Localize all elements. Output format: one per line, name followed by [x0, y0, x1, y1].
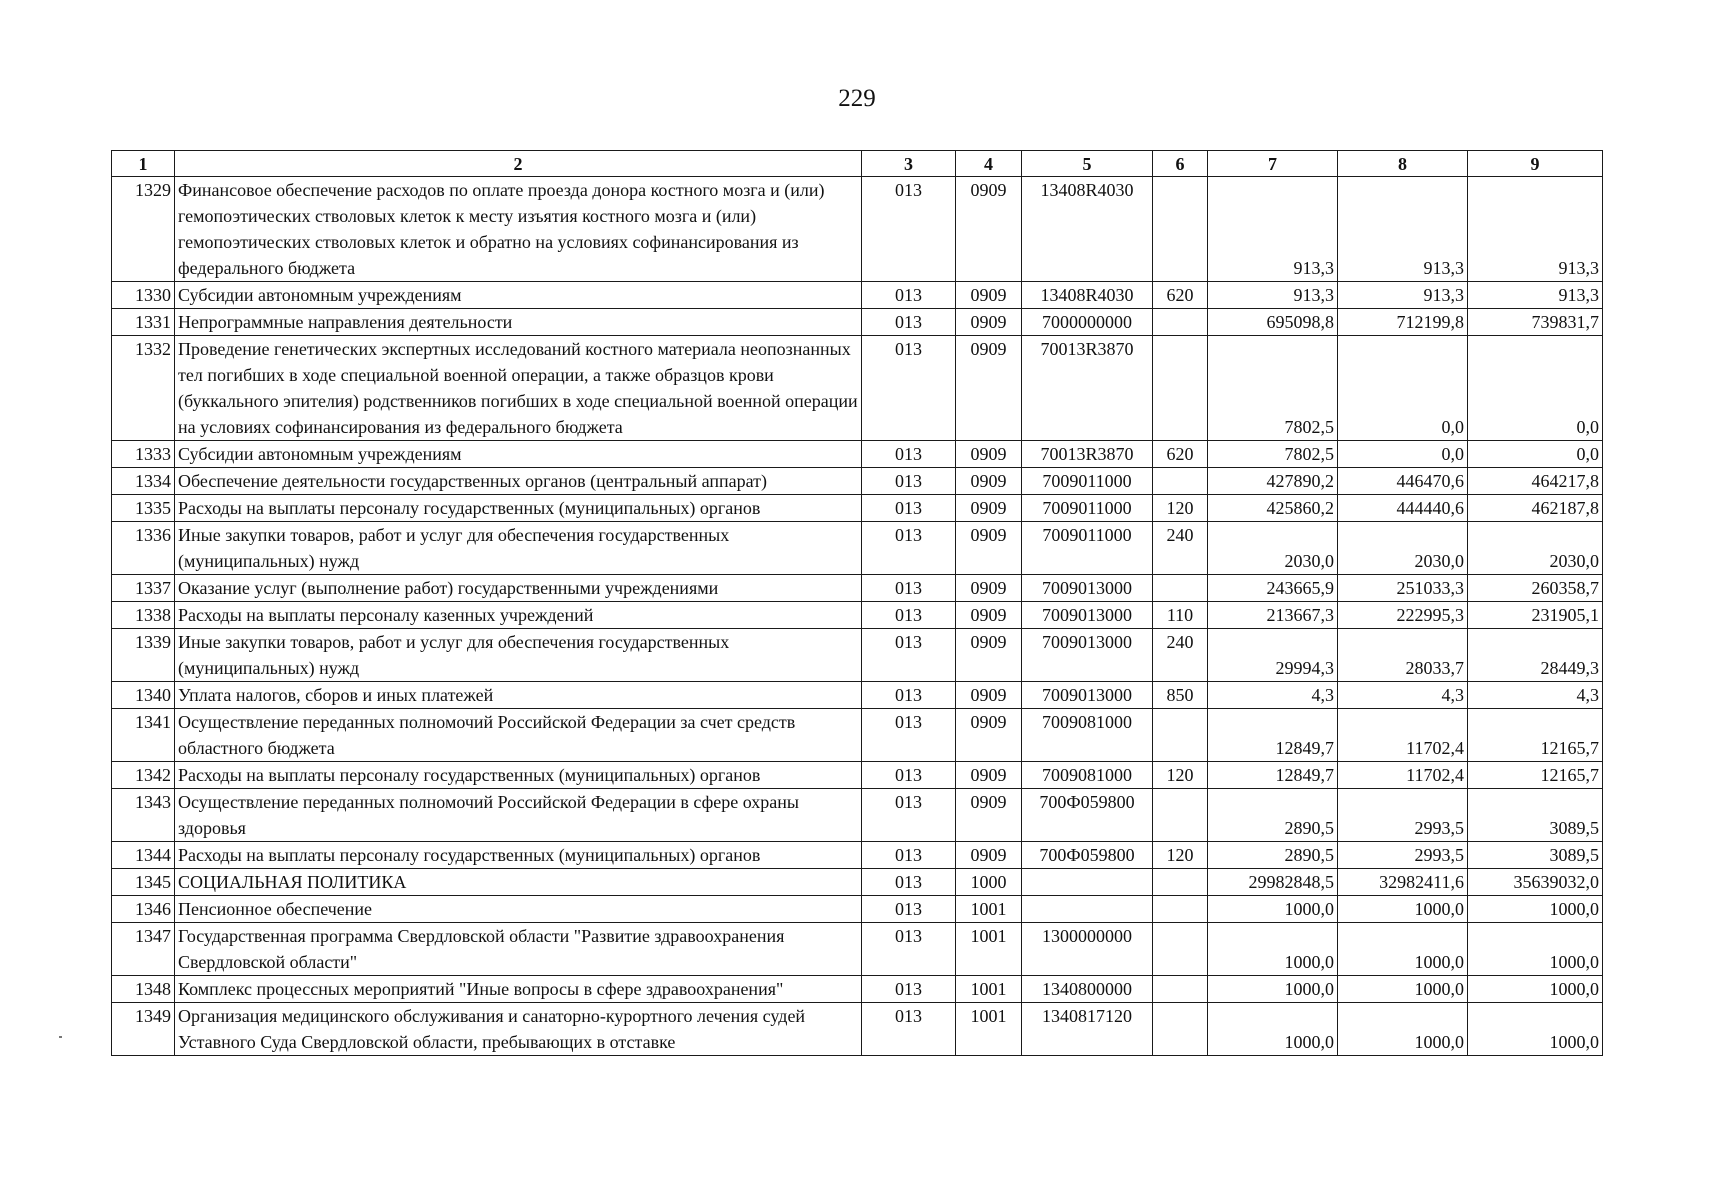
row-description: Уплата налогов, сборов и иных платежей: [175, 682, 862, 709]
row-code-3: 013: [862, 575, 956, 602]
row-code-3: 013: [862, 495, 956, 522]
row-code-6: [1153, 923, 1208, 976]
row-code-5: 1340800000: [1022, 976, 1153, 1003]
row-amount-7: 425860,2: [1208, 495, 1338, 522]
row-description: Расходы на выплаты персоналу казенных учреждений: [175, 602, 862, 629]
table-row: [112, 1003, 1603, 1056]
row-amount-8: 32982411,6: [1338, 869, 1468, 896]
row-code-6: [1153, 177, 1208, 282]
row-code-3: 013: [862, 682, 956, 709]
row-code-6: [1153, 575, 1208, 602]
row-code-6: [1153, 1003, 1208, 1056]
row-description: Организация медицинского обслуживания и санаторно-курортного лечения судей Уставного Суда Свердловской области, пребывающих в отставке: [175, 1003, 862, 1056]
row-code-6: 120: [1153, 842, 1208, 869]
row-amount-8: 1000,0: [1338, 1003, 1468, 1056]
row-description: Пенсионное обеспечение: [175, 896, 862, 923]
row-code-4: 1001: [956, 976, 1022, 1003]
row-code-3: 013: [862, 896, 956, 923]
row-code-5: [1022, 896, 1153, 923]
row-code-5: 13408R4030: [1022, 177, 1153, 282]
row-code-4: 0909: [956, 177, 1022, 282]
row-code-3: 013: [862, 177, 956, 282]
row-description: Финансовое обеспечение расходов по оплате проезда донора костного мозга и (или) гемопоэтических стволовых клеток к месту изъятия костного мозга и (или) гемопоэтических стволовых клеток и обратно на условиях софинансирования из федерального бюджета: [175, 177, 862, 282]
row-code-5: 7009011000: [1022, 468, 1153, 495]
table-row: [112, 709, 1603, 762]
row-amount-9: 35639032,0: [1468, 869, 1603, 896]
row-code-3: 013: [862, 789, 956, 842]
row-number: 1335: [112, 495, 175, 522]
row-number: 1331: [112, 309, 175, 336]
row-description: Иные закупки товаров, работ и услуг для обеспечения государственных (муниципальных) нужд: [175, 522, 862, 575]
row-code-3: 013: [862, 522, 956, 575]
column-header: 7: [1208, 151, 1338, 177]
row-code-3: 013: [862, 602, 956, 629]
table-row: [112, 896, 1603, 923]
row-amount-9: 260358,7: [1468, 575, 1603, 602]
row-description: Проведение генетических экспертных исследований костного материала неопознанных тел погибших в ходе специальной военной операции, а также образцов крови (буккального эпителия) родственников погибших в ходе специальной военной операции на условиях софинансирования из федерального бюджета: [175, 336, 862, 441]
row-number: 1340: [112, 682, 175, 709]
row-amount-8: 11702,4: [1338, 709, 1468, 762]
row-code-6: [1153, 869, 1208, 896]
column-header: 1: [112, 151, 175, 177]
row-description: Комплекс процессных мероприятий "Иные вопросы в сфере здравоохранения": [175, 976, 862, 1003]
row-amount-8: 913,3: [1338, 177, 1468, 282]
row-description: СОЦИАЛЬНАЯ ПОЛИТИКА: [175, 869, 862, 896]
row-amount-8: 2030,0: [1338, 522, 1468, 575]
table-row: [112, 842, 1603, 869]
table-row: [112, 869, 1603, 896]
row-amount-9: 12165,7: [1468, 709, 1603, 762]
row-amount-7: 1000,0: [1208, 896, 1338, 923]
row-amount-9: 0,0: [1468, 336, 1603, 441]
table-row: [112, 282, 1603, 309]
page-number: 229: [838, 85, 876, 112]
row-code-5: 700Ф059800: [1022, 789, 1153, 842]
table-row: [112, 177, 1603, 282]
row-amount-7: 7802,5: [1208, 336, 1338, 441]
row-amount-9: 28449,3: [1468, 629, 1603, 682]
row-amount-8: 0,0: [1338, 336, 1468, 441]
row-amount-9: 1000,0: [1468, 896, 1603, 923]
row-amount-8: 251033,3: [1338, 575, 1468, 602]
row-code-4: 0909: [956, 336, 1022, 441]
row-amount-9: 1000,0: [1468, 1003, 1603, 1056]
column-header: 2: [175, 151, 862, 177]
row-code-5: 7009011000: [1022, 522, 1153, 575]
table-header: [112, 151, 1603, 177]
row-number: 1341: [112, 709, 175, 762]
row-amount-7: 7802,5: [1208, 441, 1338, 468]
row-amount-9: 1000,0: [1468, 923, 1603, 976]
table-row: [112, 575, 1603, 602]
row-amount-8: 444440,6: [1338, 495, 1468, 522]
row-number: 1344: [112, 842, 175, 869]
row-code-5: 7009013000: [1022, 629, 1153, 682]
row-code-6: 120: [1153, 762, 1208, 789]
row-code-6: 240: [1153, 629, 1208, 682]
row-code-4: 0909: [956, 495, 1022, 522]
row-code-4: 0909: [956, 842, 1022, 869]
row-description: Расходы на выплаты персоналу государственных (муниципальных) органов: [175, 495, 862, 522]
row-amount-8: 28033,7: [1338, 629, 1468, 682]
row-code-3: 013: [862, 709, 956, 762]
row-amount-9: 913,3: [1468, 282, 1603, 309]
row-code-6: 620: [1153, 441, 1208, 468]
row-code-5: 7009013000: [1022, 602, 1153, 629]
row-number: 1332: [112, 336, 175, 441]
row-number: 1333: [112, 441, 175, 468]
row-code-6: 110: [1153, 602, 1208, 629]
row-amount-8: 2993,5: [1338, 842, 1468, 869]
table-row: [112, 762, 1603, 789]
row-code-5: 7009011000: [1022, 495, 1153, 522]
row-code-4: 1001: [956, 923, 1022, 976]
row-description: Непрограммные направления деятельности: [175, 309, 862, 336]
table-row: [112, 976, 1603, 1003]
row-amount-7: 29982848,5: [1208, 869, 1338, 896]
row-code-6: 620: [1153, 282, 1208, 309]
row-code-6: 850: [1153, 682, 1208, 709]
row-description: Расходы на выплаты персоналу государственных (муниципальных) органов: [175, 842, 862, 869]
row-amount-9: 913,3: [1468, 177, 1603, 282]
header-row: [112, 151, 1603, 177]
row-code-4: 1000: [956, 869, 1022, 896]
row-amount-7: 243665,9: [1208, 575, 1338, 602]
row-amount-7: 1000,0: [1208, 976, 1338, 1003]
row-amount-9: 231905,1: [1468, 602, 1603, 629]
row-code-6: 120: [1153, 495, 1208, 522]
row-code-5: 7009081000: [1022, 709, 1153, 762]
row-number: 1336: [112, 522, 175, 575]
row-code-4: 0909: [956, 682, 1022, 709]
column-header: 3: [862, 151, 956, 177]
row-amount-8: 913,3: [1338, 282, 1468, 309]
row-description: Государственная программа Свердловской области "Развитие здравоохранения Свердловской области": [175, 923, 862, 976]
row-code-3: 013: [862, 629, 956, 682]
row-code-6: [1153, 976, 1208, 1003]
row-description: Субсидии автономным учреждениям: [175, 441, 862, 468]
row-amount-8: 222995,3: [1338, 602, 1468, 629]
row-amount-9: 0,0: [1468, 441, 1603, 468]
row-code-5: 7009013000: [1022, 575, 1153, 602]
column-header: 8: [1338, 151, 1468, 177]
row-code-5: 7000000000: [1022, 309, 1153, 336]
row-amount-9: 1000,0: [1468, 976, 1603, 1003]
row-amount-8: 712199,8: [1338, 309, 1468, 336]
row-description: Расходы на выплаты персоналу государственных (муниципальных) органов: [175, 762, 862, 789]
row-amount-8: 11702,4: [1338, 762, 1468, 789]
row-code-4: 0909: [956, 575, 1022, 602]
row-code-4: 0909: [956, 709, 1022, 762]
row-code-3: 013: [862, 923, 956, 976]
row-amount-7: 2890,5: [1208, 789, 1338, 842]
row-amount-7: 1000,0: [1208, 1003, 1338, 1056]
row-amount-9: 12165,7: [1468, 762, 1603, 789]
row-amount-9: 739831,7: [1468, 309, 1603, 336]
row-amount-7: 913,3: [1208, 282, 1338, 309]
row-amount-7: 29994,3: [1208, 629, 1338, 682]
column-header: 4: [956, 151, 1022, 177]
row-code-4: 0909: [956, 522, 1022, 575]
row-number: 1338: [112, 602, 175, 629]
row-number: 1348: [112, 976, 175, 1003]
table-row: [112, 309, 1603, 336]
row-amount-8: 1000,0: [1338, 923, 1468, 976]
row-code-6: [1153, 336, 1208, 441]
table-body: [112, 177, 1603, 1056]
row-amount-8: 1000,0: [1338, 976, 1468, 1003]
row-code-3: 013: [862, 762, 956, 789]
table-row: [112, 522, 1603, 575]
row-code-3: 013: [862, 976, 956, 1003]
row-description: Субсидии автономным учреждениям: [175, 282, 862, 309]
row-number: 1347: [112, 923, 175, 976]
table-row: [112, 789, 1603, 842]
row-number: 1342: [112, 762, 175, 789]
row-code-5: [1022, 869, 1153, 896]
row-amount-9: 462187,8: [1468, 495, 1603, 522]
row-description: Осуществление переданных полномочий Российской Федерации в сфере охраны здоровья: [175, 789, 862, 842]
row-code-6: [1153, 309, 1208, 336]
row-amount-9: 4,3: [1468, 682, 1603, 709]
row-code-4: 0909: [956, 441, 1022, 468]
budget-table: [111, 150, 1603, 1056]
row-code-3: 013: [862, 1003, 956, 1056]
table-row: [112, 495, 1603, 522]
table-row: [112, 629, 1603, 682]
table-row: [112, 336, 1603, 441]
row-amount-7: 12849,7: [1208, 709, 1338, 762]
row-amount-7: 427890,2: [1208, 468, 1338, 495]
row-code-5: 13408R4030: [1022, 282, 1153, 309]
table-row: [112, 923, 1603, 976]
table-row: [112, 682, 1603, 709]
row-code-6: [1153, 896, 1208, 923]
row-code-3: 013: [862, 309, 956, 336]
row-code-3: 013: [862, 282, 956, 309]
row-code-4: 0909: [956, 762, 1022, 789]
scan-speck: [59, 1036, 62, 1038]
column-header: 9: [1468, 151, 1603, 177]
row-amount-7: 1000,0: [1208, 923, 1338, 976]
row-code-3: 013: [862, 441, 956, 468]
row-code-4: 0909: [956, 629, 1022, 682]
row-amount-9: 3089,5: [1468, 789, 1603, 842]
row-description: Оказание услуг (выполнение работ) государственными учреждениями: [175, 575, 862, 602]
row-code-4: 0909: [956, 602, 1022, 629]
row-description: Обеспечение деятельности государственных органов (центральный аппарат): [175, 468, 862, 495]
row-amount-7: 12849,7: [1208, 762, 1338, 789]
row-amount-9: 464217,8: [1468, 468, 1603, 495]
row-number: 1339: [112, 629, 175, 682]
row-amount-7: 2890,5: [1208, 842, 1338, 869]
row-code-5: 700Ф059800: [1022, 842, 1153, 869]
row-code-6: [1153, 709, 1208, 762]
row-amount-8: 1000,0: [1338, 896, 1468, 923]
row-amount-7: 213667,3: [1208, 602, 1338, 629]
row-amount-8: 0,0: [1338, 441, 1468, 468]
row-code-3: 013: [862, 336, 956, 441]
row-number: 1330: [112, 282, 175, 309]
row-code-6: [1153, 789, 1208, 842]
row-amount-9: 2030,0: [1468, 522, 1603, 575]
row-code-5: 70013R3870: [1022, 336, 1153, 441]
row-amount-8: 4,3: [1338, 682, 1468, 709]
row-code-5: 1340817120: [1022, 1003, 1153, 1056]
row-number: 1337: [112, 575, 175, 602]
row-code-5: 70013R3870: [1022, 441, 1153, 468]
row-description: Иные закупки товаров, работ и услуг для обеспечения государственных (муниципальных) нужд: [175, 629, 862, 682]
table-row: [112, 468, 1603, 495]
row-code-4: 1001: [956, 896, 1022, 923]
row-description: Осуществление переданных полномочий Российской Федерации за счет средств областного бюджета: [175, 709, 862, 762]
row-number: 1345: [112, 869, 175, 896]
row-code-4: 0909: [956, 309, 1022, 336]
row-code-4: 0909: [956, 789, 1022, 842]
table-row: [112, 441, 1603, 468]
row-code-4: 0909: [956, 468, 1022, 495]
row-code-4: 0909: [956, 282, 1022, 309]
row-code-5: 1300000000: [1022, 923, 1153, 976]
row-amount-8: 446470,6: [1338, 468, 1468, 495]
row-number: 1349: [112, 1003, 175, 1056]
row-code-3: 013: [862, 842, 956, 869]
row-number: 1334: [112, 468, 175, 495]
row-code-6: 240: [1153, 522, 1208, 575]
row-amount-7: 4,3: [1208, 682, 1338, 709]
row-amount-7: 2030,0: [1208, 522, 1338, 575]
column-header: 5: [1022, 151, 1153, 177]
row-code-3: 013: [862, 468, 956, 495]
row-amount-7: 695098,8: [1208, 309, 1338, 336]
row-number: 1329: [112, 177, 175, 282]
row-code-6: [1153, 468, 1208, 495]
row-code-4: 1001: [956, 1003, 1022, 1056]
column-header: 6: [1153, 151, 1208, 177]
row-number: 1346: [112, 896, 175, 923]
row-code-5: 7009081000: [1022, 762, 1153, 789]
row-amount-8: 2993,5: [1338, 789, 1468, 842]
table-row: [112, 602, 1603, 629]
row-code-5: 7009013000: [1022, 682, 1153, 709]
row-amount-7: 913,3: [1208, 177, 1338, 282]
row-code-3: 013: [862, 869, 956, 896]
row-amount-9: 3089,5: [1468, 842, 1603, 869]
row-number: 1343: [112, 789, 175, 842]
